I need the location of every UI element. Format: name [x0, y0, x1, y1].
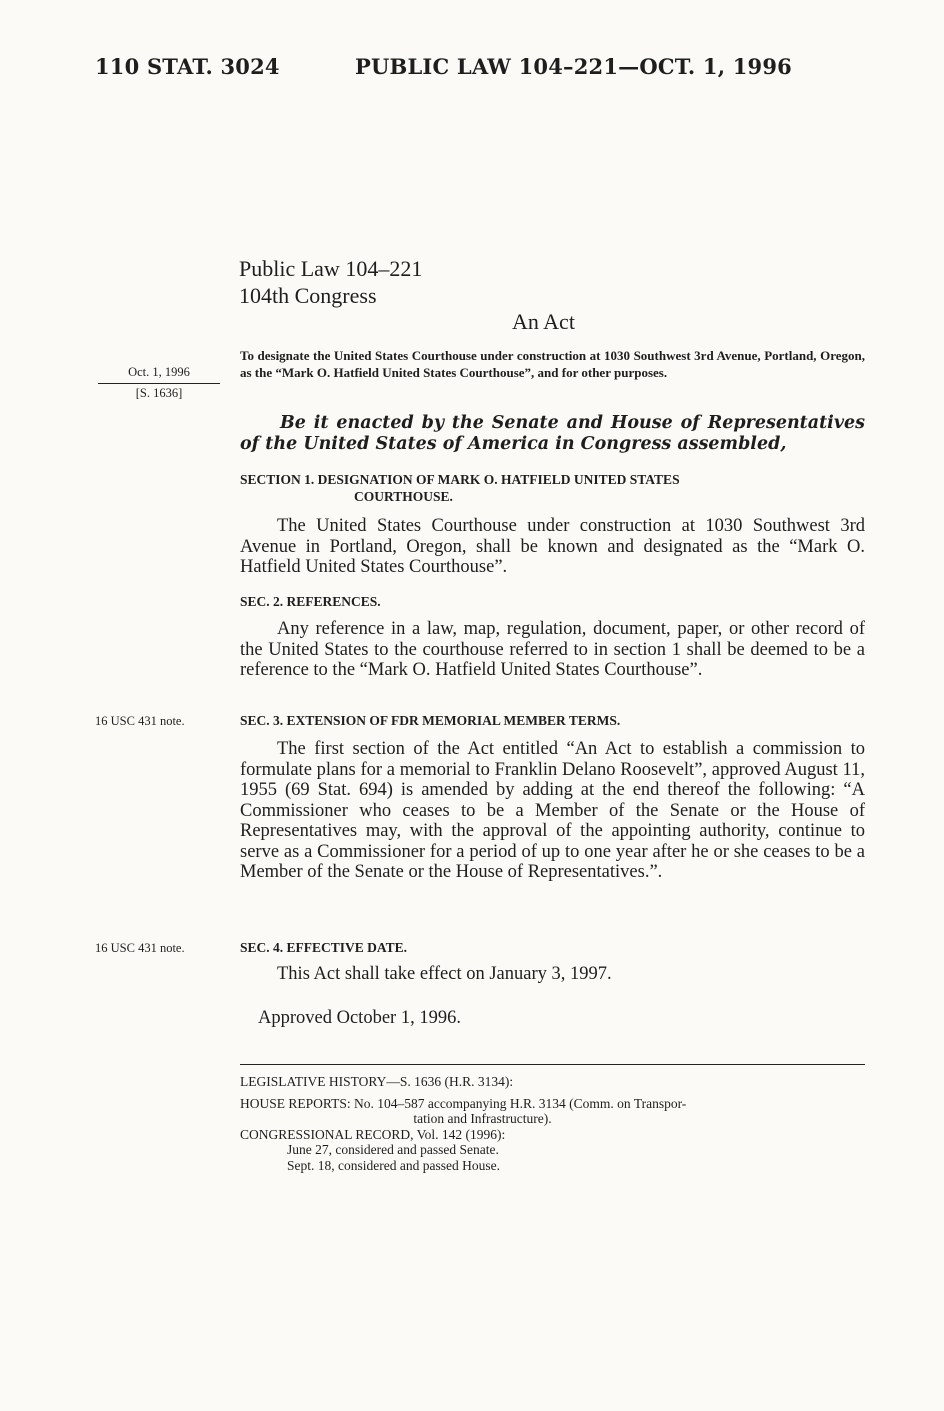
congress-label: 104th Congress [239, 283, 377, 308]
congressional-record: CONGRESSIONAL RECORD, Vol. 142 (1996): [240, 1127, 506, 1142]
margin-divider [98, 383, 220, 384]
house-reports-line2: tation and Infrastructure). [413, 1111, 552, 1126]
section-1-heading [240, 471, 865, 505]
law-reference: PUBLIC LAW 104–221—OCT. 1, 1996 [355, 54, 792, 79]
section-1-body: The United States Courthouse under construction at 1030 Southwest 3rd Avenue in Portland, Oregon, shall be known and designated as the “Mark O. Hatfield United States Courthouse”. [240, 516, 865, 577]
margin-note-section-3: 16 USC 431 note. [95, 714, 185, 728]
approval-date: Approved October 1, 1996. [258, 1008, 461, 1028]
house-reports-line1: HOUSE REPORTS: No. 104–587 accompanying H.R. 3134 (Comm. on Transpor- [240, 1096, 687, 1111]
section-1-heading-line2: COURTHOUSE. [354, 489, 453, 504]
legislative-history-title: LEGISLATIVE HISTORY—S. 1636 (H.R. 3134): [240, 1074, 514, 1089]
history-item: Sept. 18, considered and passed House. [287, 1158, 500, 1173]
public-law-title: Public Law 104–221 [239, 256, 423, 281]
act-label: An Act [512, 309, 575, 334]
history-divider [240, 1064, 865, 1065]
margin-bill-number: [S. 1636] [135, 386, 183, 400]
section-3-heading: SEC. 3. EXTENSION OF FDR MEMORIAL MEMBER TERMS. [240, 713, 621, 728]
margin-note-section-4: 16 USC 431 note. [95, 941, 185, 955]
section-2-body: Any reference in a law, map, regulation, document, paper, or other record of the United States to the courthouse referred to in section 1 shall be deemed to be a reference to the “Mark O. Hatfield United States Courthouse”. [240, 619, 865, 680]
section-1-heading-line1: SECTION 1. DESIGNATION OF MARK O. HATFIELD UNITED STATES [240, 472, 680, 487]
section-3-body: The first section of the Act entitled “An Act to establish a commission to formulate plans for a memorial to Franklin Delano Roosevelt”, approved August 11, 1955 (69 Stat. 694) is amended by adding at the end thereof the following: “A Commissioner who ceases to be a Member of the Senate or the House of Representatives may, with the approval of the appointing authority, continue to serve as a Commissioner for a period of up to one year after he or she ceases to be a Member of the Senate or the House of Representatives.”. [240, 739, 865, 882]
section-4-heading: SEC. 4. EFFECTIVE DATE. [240, 940, 408, 955]
stat-reference: 110 STAT. 3024 [95, 54, 280, 79]
history-item: June 27, considered and passed Senate. [287, 1142, 499, 1157]
section-4-body: This Act shall take effect on January 3, 1997. [277, 964, 612, 984]
house-reports [240, 1096, 865, 1126]
enacting-clause: Be it enacted by the Senate and House of Representatives of the United States of America in Congress assembled, [240, 413, 865, 454]
section-2-heading: SEC. 2. REFERENCES. [240, 594, 381, 609]
margin-date: Oct. 1, 1996 [128, 365, 190, 379]
act-purpose: To designate the United States Courthouse under construction at 1030 Southwest 3rd Avenue, Portland, Oregon, as the “Mark O. Hatfield United States Courthouse”, and for other purposes. [240, 348, 865, 380]
